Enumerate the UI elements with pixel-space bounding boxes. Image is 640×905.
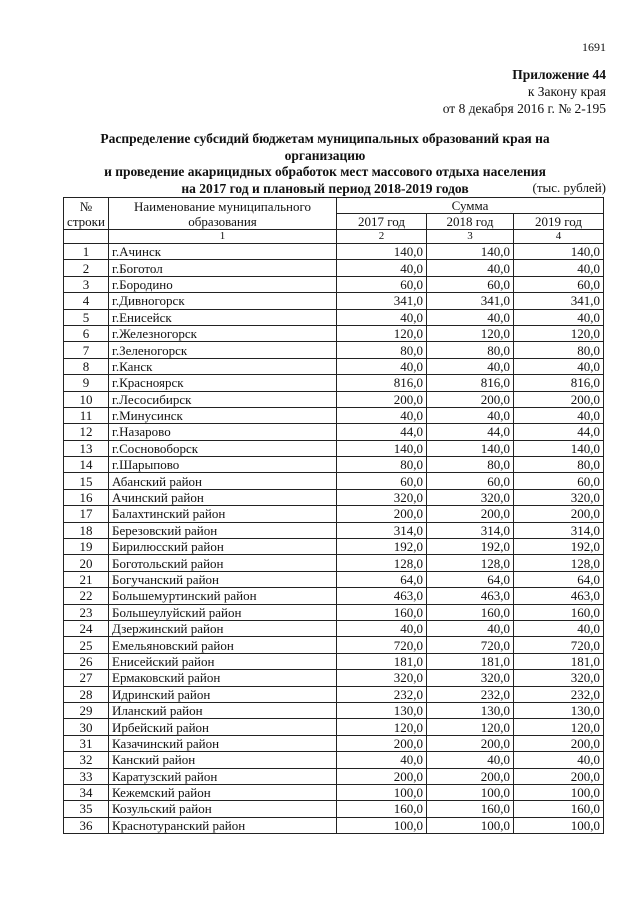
amount-2017: 140,0	[337, 440, 427, 456]
subsidy-table	[63, 197, 604, 834]
row-number: 24	[64, 620, 109, 636]
amount-2017: 160,0	[337, 801, 427, 817]
amount-2019: 200,0	[514, 391, 604, 407]
municipality-name: Большемуртинский район	[109, 588, 337, 604]
amount-2019: 314,0	[514, 522, 604, 538]
amount-2017: 140,0	[337, 244, 427, 260]
row-number: 29	[64, 702, 109, 718]
amount-2019: 140,0	[514, 244, 604, 260]
amount-2019: 341,0	[514, 293, 604, 309]
header-year-2019: 2019 год	[514, 214, 604, 230]
amount-2018: 60,0	[427, 473, 514, 489]
municipality-name: Богучанский район	[109, 571, 337, 587]
table-row	[64, 719, 604, 735]
amount-2018: 341,0	[427, 293, 514, 309]
amount-2018: 200,0	[427, 768, 514, 784]
table-row	[64, 555, 604, 571]
row-number: 13	[64, 440, 109, 456]
table-row	[64, 358, 604, 374]
amount-2018: 64,0	[427, 571, 514, 587]
table-row	[64, 784, 604, 800]
amount-2019: 816,0	[514, 375, 604, 391]
municipality-name: г.Енисейск	[109, 309, 337, 325]
amount-2018: 40,0	[427, 407, 514, 423]
header-num-symbol: №	[79, 198, 93, 214]
amount-2017: 320,0	[337, 670, 427, 686]
row-number: 22	[64, 588, 109, 604]
table-row	[64, 686, 604, 702]
amount-2018: 128,0	[427, 555, 514, 571]
amount-2018: 40,0	[427, 752, 514, 768]
amount-2019: 192,0	[514, 539, 604, 555]
table-row	[64, 604, 604, 620]
row-number: 32	[64, 752, 109, 768]
appendix-date: от 8 декабря 2016 г. № 2-195	[442, 101, 606, 116]
municipality-name: Березовский район	[109, 522, 337, 538]
row-number: 15	[64, 473, 109, 489]
municipality-name: Ачинский район	[109, 489, 337, 505]
amount-2017: 80,0	[337, 342, 427, 358]
amount-2019: 720,0	[514, 637, 604, 653]
amount-2018: 320,0	[427, 489, 514, 505]
amount-2019: 44,0	[514, 424, 604, 440]
municipality-name: г.Канск	[109, 358, 337, 374]
amount-2019: 64,0	[514, 571, 604, 587]
amount-2018: 130,0	[427, 702, 514, 718]
amount-2018: 181,0	[427, 653, 514, 669]
row-number: 17	[64, 506, 109, 522]
amount-2018: 40,0	[427, 358, 514, 374]
table-row	[64, 276, 604, 292]
municipality-name: г.Ачинск	[109, 244, 337, 260]
amount-2018: 192,0	[427, 539, 514, 555]
amount-2019: 40,0	[514, 407, 604, 423]
municipality-name: г.Лесосибирск	[109, 391, 337, 407]
amount-2019: 200,0	[514, 506, 604, 522]
municipality-name: Ермаковский район	[109, 670, 337, 686]
row-number: 19	[64, 539, 109, 555]
row-number: 7	[64, 342, 109, 358]
amount-2017: 44,0	[337, 424, 427, 440]
amount-2018: 120,0	[427, 325, 514, 341]
table-row	[64, 391, 604, 407]
amount-2018: 720,0	[427, 637, 514, 653]
amount-2018: 60,0	[427, 276, 514, 292]
row-number: 30	[64, 719, 109, 735]
row-number: 11	[64, 407, 109, 423]
amount-2019: 80,0	[514, 342, 604, 358]
table-row	[64, 588, 604, 604]
header-col-index-1: 1	[109, 230, 337, 244]
table-row	[64, 375, 604, 391]
table-row	[64, 309, 604, 325]
amount-2017: 181,0	[337, 653, 427, 669]
row-number: 8	[64, 358, 109, 374]
municipality-name: г.Дивногорск	[109, 293, 337, 309]
amount-2017: 320,0	[337, 489, 427, 505]
row-number: 33	[64, 768, 109, 784]
row-number: 14	[64, 457, 109, 473]
amount-2018: 40,0	[427, 260, 514, 276]
amount-2017: 40,0	[337, 620, 427, 636]
amount-2017: 816,0	[337, 375, 427, 391]
municipality-name: г.Зеленогорск	[109, 342, 337, 358]
amount-2017: 40,0	[337, 309, 427, 325]
amount-2017: 100,0	[337, 784, 427, 800]
amount-2017: 200,0	[337, 391, 427, 407]
municipality-name: г.Шарыпово	[109, 457, 337, 473]
row-number: 23	[64, 604, 109, 620]
header-year-2018: 2018 год	[427, 214, 514, 230]
amount-2017: 80,0	[337, 457, 427, 473]
amount-2019: 60,0	[514, 473, 604, 489]
amount-2017: 128,0	[337, 555, 427, 571]
municipality-name: г.Боготол	[109, 260, 337, 276]
municipality-name: г.Назарово	[109, 424, 337, 440]
amount-2018: 80,0	[427, 342, 514, 358]
amount-2018: 160,0	[427, 604, 514, 620]
municipality-name: Казачинский район	[109, 735, 337, 751]
municipality-name: Енисейский район	[109, 653, 337, 669]
amount-2018: 160,0	[427, 801, 514, 817]
amount-2018: 463,0	[427, 588, 514, 604]
amount-2018: 200,0	[427, 391, 514, 407]
municipality-name: г.Железногорск	[109, 325, 337, 341]
amount-2017: 100,0	[337, 817, 427, 833]
amount-2018: 120,0	[427, 719, 514, 735]
table-row	[64, 342, 604, 358]
amount-2019: 320,0	[514, 670, 604, 686]
amount-2017: 130,0	[337, 702, 427, 718]
amount-2017: 60,0	[337, 473, 427, 489]
table-body	[64, 244, 604, 834]
header-name-line-2: образования	[188, 213, 257, 229]
row-number: 35	[64, 801, 109, 817]
amount-2017: 720,0	[337, 637, 427, 653]
appendix-header	[443, 66, 606, 117]
document-title	[60, 131, 590, 197]
municipality-name: Каратузский район	[109, 768, 337, 784]
row-number: 31	[64, 735, 109, 751]
municipality-name: Абанский район	[109, 473, 337, 489]
amount-2019: 40,0	[514, 309, 604, 325]
municipality-name: Большеулуйский район	[109, 604, 337, 620]
row-number: 5	[64, 309, 109, 325]
amount-2018: 314,0	[427, 522, 514, 538]
amount-2019: 120,0	[514, 719, 604, 735]
header-col-index-2: 2	[337, 230, 427, 244]
amount-2018: 100,0	[427, 784, 514, 800]
page-number: 1691	[582, 40, 606, 54]
amount-2017: 120,0	[337, 325, 427, 341]
title-line-2: и проведение акарицидных обработок мест массового отдыха населения	[104, 164, 546, 179]
amount-2019: 120,0	[514, 325, 604, 341]
municipality-name: г.Бородино	[109, 276, 337, 292]
amount-2017: 314,0	[337, 522, 427, 538]
amount-2019: 160,0	[514, 604, 604, 620]
municipality-name: Боготольский район	[109, 555, 337, 571]
amount-2018: 80,0	[427, 457, 514, 473]
amount-2018: 140,0	[427, 244, 514, 260]
amount-2019: 140,0	[514, 440, 604, 456]
row-number: 25	[64, 637, 109, 653]
amount-2019: 100,0	[514, 817, 604, 833]
amount-2019: 200,0	[514, 768, 604, 784]
table-row	[64, 325, 604, 341]
amount-2019: 181,0	[514, 653, 604, 669]
amount-2017: 60,0	[337, 276, 427, 292]
table-row	[64, 817, 604, 833]
row-number: 9	[64, 375, 109, 391]
amount-2019: 130,0	[514, 702, 604, 718]
municipality-name: г.Минусинск	[109, 407, 337, 423]
amount-2018: 140,0	[427, 440, 514, 456]
amount-2019: 40,0	[514, 260, 604, 276]
table-row	[64, 407, 604, 423]
amount-2017: 200,0	[337, 506, 427, 522]
amount-2018: 100,0	[427, 817, 514, 833]
table-row	[64, 539, 604, 555]
municipality-name: Кежемский район	[109, 784, 337, 800]
row-number: 12	[64, 424, 109, 440]
amount-2018: 200,0	[427, 735, 514, 751]
table-row	[64, 293, 604, 309]
header-name-line-1: Наименование муниципального	[133, 198, 312, 214]
amount-2019: 40,0	[514, 752, 604, 768]
amount-2018: 40,0	[427, 309, 514, 325]
header-row-number	[64, 198, 109, 230]
table-row	[64, 768, 604, 784]
table-row	[64, 244, 604, 260]
row-number: 20	[64, 555, 109, 571]
table-row	[64, 473, 604, 489]
municipality-name: Канский район	[109, 752, 337, 768]
table-row	[64, 457, 604, 473]
table-row	[64, 620, 604, 636]
row-number: 36	[64, 817, 109, 833]
amount-2018: 320,0	[427, 670, 514, 686]
row-number: 28	[64, 686, 109, 702]
row-number: 26	[64, 653, 109, 669]
table-row	[64, 801, 604, 817]
amount-2017: 232,0	[337, 686, 427, 702]
row-number: 21	[64, 571, 109, 587]
municipality-name: Бирилюсский район	[109, 539, 337, 555]
table-row	[64, 424, 604, 440]
appendix-law: к Закону края	[527, 84, 606, 99]
amount-2017: 40,0	[337, 407, 427, 423]
amount-2018: 200,0	[427, 506, 514, 522]
table-row	[64, 702, 604, 718]
amount-2019: 40,0	[514, 358, 604, 374]
amount-2017: 463,0	[337, 588, 427, 604]
municipality-name: г.Сосновоборск	[109, 440, 337, 456]
unit-label: (тыс. рублей)	[532, 180, 606, 195]
row-number: 2	[64, 260, 109, 276]
amount-2017: 40,0	[337, 260, 427, 276]
table-row	[64, 637, 604, 653]
amount-2019: 160,0	[514, 801, 604, 817]
amount-2019: 320,0	[514, 489, 604, 505]
amount-2019: 40,0	[514, 620, 604, 636]
header-num-label: строки	[67, 213, 105, 229]
table-row	[64, 653, 604, 669]
amount-2017: 120,0	[337, 719, 427, 735]
row-number: 16	[64, 489, 109, 505]
municipality-name: Емельяновский район	[109, 637, 337, 653]
amount-2019: 463,0	[514, 588, 604, 604]
row-number: 6	[64, 325, 109, 341]
table-row	[64, 735, 604, 751]
table-row	[64, 260, 604, 276]
amount-2019: 80,0	[514, 457, 604, 473]
amount-2017: 40,0	[337, 358, 427, 374]
municipality-name: Иланский район	[109, 702, 337, 718]
amount-2017: 200,0	[337, 735, 427, 751]
municipality-name: Идринский район	[109, 686, 337, 702]
amount-2017: 64,0	[337, 571, 427, 587]
municipality-name: Козульский район	[109, 801, 337, 817]
amount-2017: 200,0	[337, 768, 427, 784]
amount-2017: 160,0	[337, 604, 427, 620]
header-col-index-3: 3	[427, 230, 514, 244]
municipality-name: Дзержинский район	[109, 620, 337, 636]
table-row	[64, 506, 604, 522]
amount-2019: 60,0	[514, 276, 604, 292]
municipality-name: г.Красноярск	[109, 375, 337, 391]
municipality-name: Краснотуранский район	[109, 817, 337, 833]
row-number: 27	[64, 670, 109, 686]
header-year-2017: 2017 год	[337, 214, 427, 230]
row-number: 3	[64, 276, 109, 292]
municipality-name: Балахтинский район	[109, 506, 337, 522]
table-row	[64, 522, 604, 538]
header-col-index-blank	[64, 230, 109, 244]
table-row	[64, 752, 604, 768]
row-number: 10	[64, 391, 109, 407]
table-row	[64, 670, 604, 686]
amount-2017: 192,0	[337, 539, 427, 555]
amount-2018: 40,0	[427, 620, 514, 636]
amount-2017: 341,0	[337, 293, 427, 309]
amount-2017: 40,0	[337, 752, 427, 768]
table-row	[64, 489, 604, 505]
header-name	[109, 198, 337, 230]
municipality-name: Ирбейский район	[109, 719, 337, 735]
amount-2019: 100,0	[514, 784, 604, 800]
amount-2019: 128,0	[514, 555, 604, 571]
amount-2018: 232,0	[427, 686, 514, 702]
table-row	[64, 571, 604, 587]
amount-2019: 200,0	[514, 735, 604, 751]
row-number: 4	[64, 293, 109, 309]
header-sum: Сумма	[337, 198, 604, 214]
row-number: 1	[64, 244, 109, 260]
appendix-title: Приложение 44	[512, 67, 606, 82]
header-col-index-4: 4	[514, 230, 604, 244]
amount-2019: 232,0	[514, 686, 604, 702]
row-number: 34	[64, 784, 109, 800]
title-line-1: Распределение субсидий бюджетам муниципальных образований края на организацию	[100, 131, 550, 163]
amount-2018: 44,0	[427, 424, 514, 440]
title-line-3: на 2017 год и плановый период 2018-2019 годов	[181, 180, 469, 196]
table-row	[64, 440, 604, 456]
amount-2018: 816,0	[427, 375, 514, 391]
row-number: 18	[64, 522, 109, 538]
